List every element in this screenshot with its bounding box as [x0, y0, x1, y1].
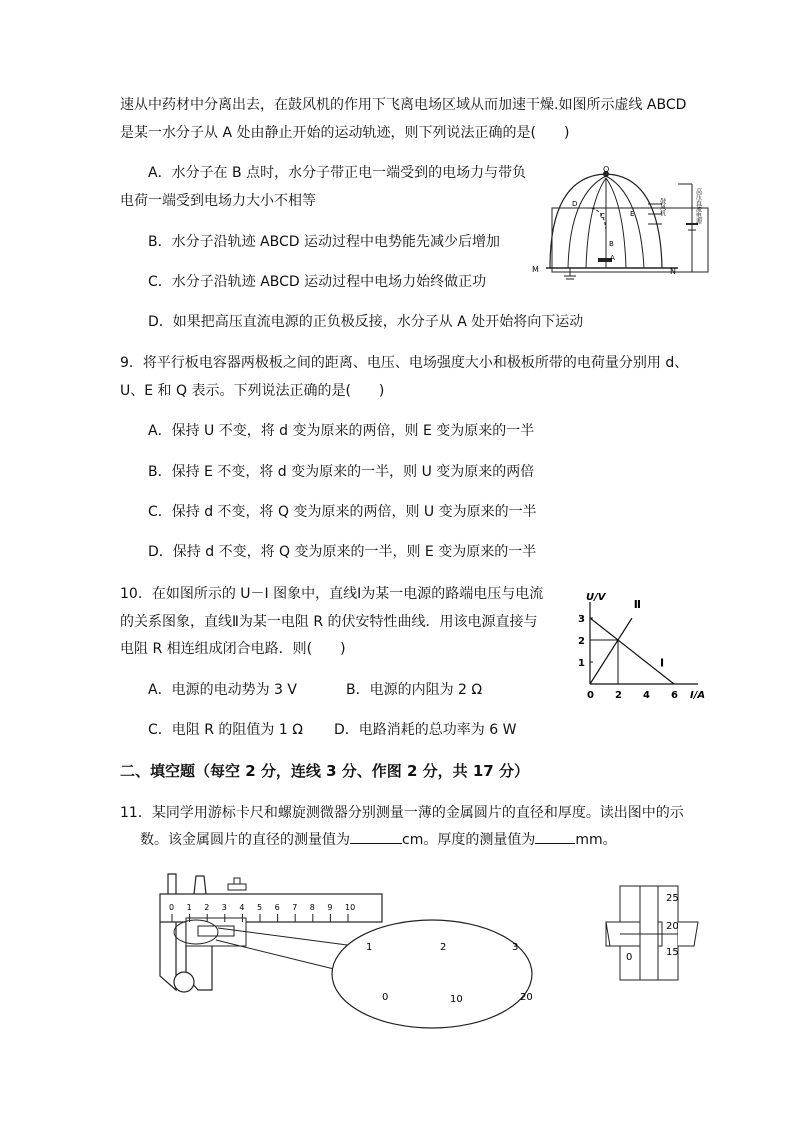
q10-option-d: D．电路消耗的总功率为 6 W [334, 722, 517, 738]
vernier-caliper-figure [150, 866, 590, 1036]
zoom-vernier-10: 10 [450, 994, 463, 1005]
q11-stem-line2 [140, 831, 617, 849]
q8-option-a-line2: 电荷一端受到电场力大小不相等 [120, 193, 316, 209]
q8-option-b: B．水分子沿轨迹 ABCD 运动过程中电势能先减少后增加 [148, 234, 500, 250]
x-tick-label-2: 4 [643, 690, 650, 701]
series-line-0 [590, 618, 674, 684]
x-axis-label: I/A [690, 690, 706, 701]
y-tick-label-1: 2 [578, 636, 585, 647]
caliper-main-tick-9: 9 [327, 903, 333, 912]
y-tick-label-0: 1 [578, 658, 585, 669]
q11-text-a: 数。该金属圆片的直径的测量值为 [140, 832, 350, 848]
series-label-0: Ⅰ [660, 656, 665, 670]
section-title: 二、填空题（每空 2 分，连线 3 分、作图 2 分，共 17 分） [120, 762, 529, 780]
q10-option-b: B．电源的内阻为 2 Ω [346, 682, 483, 698]
micrometer-20: 20 [666, 921, 679, 932]
zoom-main-1: 1 [366, 942, 373, 953]
y-axis-label: U/V [586, 592, 606, 603]
caliper-main-tick-10: 10 [345, 903, 356, 912]
q9-option-b: B．保持 E 不变，将 d 变为原来的一半，则 U 变为原来的两倍 [148, 464, 535, 480]
micrometer-25: 25 [666, 893, 679, 904]
x-tick-label-1: 2 [615, 690, 622, 701]
label-e: E [630, 210, 635, 218]
q8-stem-line2: 是某一水分子从 A 处由静止开始的运动轨迹，则下列说法正确的是( ) [120, 125, 570, 141]
q8-stem-line1: 速从中药材中分离出去，在鼓风机的作用下飞离电场区域从而加速干燥.如图所示虚线 ABCD [120, 97, 687, 113]
ui-chart [574, 592, 714, 701]
q8-option-d: D．如果把高压直流电源的正负极反接，水分子从 A 处开始将向下运动 [148, 314, 584, 330]
q10-option-a: A．电源的电动势为 3 V [148, 682, 297, 698]
q9-option-c: C．保持 d 不变，将 Q 变为原来的两倍，则 U 变为原来的一半 [148, 504, 537, 520]
x-tick-label-0: 0 [587, 690, 594, 701]
micrometer-main-0: 0 [626, 952, 633, 963]
q9-option-a: A．保持 U 不变，将 d 变为原来的两倍，则 E 变为原来的一半 [148, 423, 535, 439]
zoom-main-3: 3 [512, 942, 519, 953]
q10-option-c: C．电阻 R 的阻值为 1 Ω [148, 722, 303, 738]
label-power: 高压直流电源 [694, 188, 702, 224]
answer-blank-thickness[interactable] [535, 831, 575, 844]
zoom-main-2: 2 [440, 942, 447, 953]
y-tick-label-2: 3 [578, 614, 585, 625]
label-a: A [610, 254, 615, 262]
q9-stem-line1: 9．将平行板电容器两极板之间的距离、电压、电场强度大小和极板所带的电荷量分别用 d、 [120, 355, 689, 371]
series-line-1 [590, 618, 632, 684]
zoom-vernier-0: 0 [382, 992, 389, 1003]
label-n: N [670, 267, 676, 276]
q9-stem-line2: U、E 和 Q 表示。下列说法正确的是( ) [120, 383, 385, 399]
label-fan: 鼓风机 [658, 198, 666, 216]
q9-option-d: D．保持 d 不变，将 Q 变为原来的一半，则 E 变为原来的一半 [148, 544, 537, 560]
q8-option-c: C．水分子沿轨迹 ABCD 运动过程中电场力始终做正功 [148, 274, 487, 290]
answer-blank-diameter[interactable] [350, 831, 402, 844]
label-c: C [600, 212, 605, 220]
series-label-1: Ⅱ [633, 598, 642, 611]
label-b: B [609, 240, 614, 248]
micrometer-figure [602, 884, 712, 984]
micrometer-15: 15 [666, 947, 679, 958]
label-d: D [572, 200, 578, 208]
q10-stem-line1: 10．在如图所示的 U－I 图象中，直线Ⅰ为某一电源的路端电压与电流 [120, 586, 544, 602]
label-m: M [532, 265, 539, 274]
caliper-main-tick-8: 8 [309, 903, 315, 912]
q8-option-a-line1: A．水分子在 B 点时，水分子带正电一端受到的电场力与带负 [148, 165, 527, 181]
caliper-main-tick-5: 5 [257, 903, 263, 912]
caliper-main-tick-1: 1 [186, 903, 192, 912]
caliper-main-tick-2: 2 [204, 903, 210, 912]
q11-text-b: cm。厚度的测量值为 [402, 832, 536, 848]
x-tick-label-3: 6 [671, 690, 678, 701]
q11-text-c: mm。 [575, 832, 617, 848]
q10-stem-line2: 的关系图象，直线Ⅱ为某一电阻 R 的伏安特性曲线．用该电源直接与 [120, 614, 538, 630]
q10-stem-line3: 电阻 R 相连组成闭合电路．则( ) [120, 641, 346, 657]
caliper-main-tick-0: 0 [169, 903, 175, 912]
q11-stem-line1: 11．某同学用游标卡尺和螺旋测微器分别测量一薄的金属圆片的直径和厚度。读出图中的示 [120, 805, 684, 821]
zoom-vernier-20: 20 [520, 992, 533, 1003]
caliper-main-tick-4: 4 [239, 903, 245, 912]
label-o: O [603, 165, 610, 174]
caliper-main-tick-7: 7 [292, 903, 298, 912]
caliper-main-tick-6: 6 [274, 903, 280, 912]
caliper-main-tick-3: 3 [221, 903, 227, 912]
electric-field-figure [528, 164, 708, 284]
